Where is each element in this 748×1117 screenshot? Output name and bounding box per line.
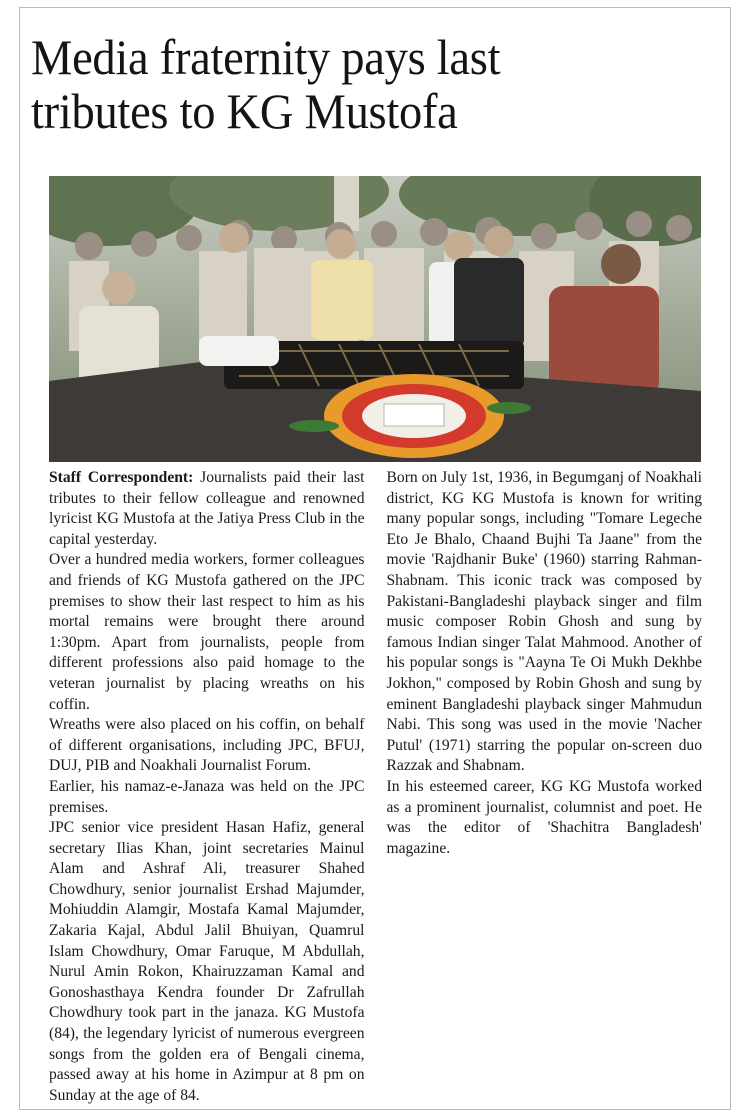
paragraph-1-text: Journalists paid their last tributes to their fellow colleague and renowned lyricist KG Mustofa at the Jatiya Press Club in the capital yesterday. (49, 469, 365, 548)
headline-line-2: tributes to KG Mustofa (31, 83, 458, 139)
article-paragraph-3: Wreaths were also placed on his coffin, on behalf of different organisations, including JPC, BFUJ, DUJ, PIB and Noakhali Journalist Forum. (49, 716, 365, 775)
news-photo (49, 176, 701, 462)
headline-line-1: Media fraternity pays last (31, 29, 501, 85)
article-body (49, 468, 702, 1108)
article-paragraph-2: Over a hundred media workers, former colleagues and friends of KG Mustofa gathered on the JPC premises to show their last respect to him as his mortal remains were brought there around 1:30pm. Apart from journalists, people from different professions also paid homage to the veteran journalist by placing wreaths on his coffin. (49, 551, 365, 713)
article-paragraph-7: In his esteemed career, KG KG Mustofa worked as a prominent journalist, columnist and poet. He was the editor of 'Shachitra Bangladesh' magazine. (386, 777, 702, 857)
article-paragraph-1 (49, 468, 365, 550)
article-paragraph-5: JPC senior vice president Hasan Hafiz, general secretary Ilias Khan, joint secretaries Mainul Alam and Ashraf Ali, treasurer Shahed Chowdhury, senior journalist Ershad Majumder, Mohiuddin Alamgir, Mostafa Kamal Majumder, Zakaria Kajal, Abdul Jalil Bhuiyan, Quamrul Islam Chowdhury, Omar Faruque, M Abdullah, Nurul Amin Rokon, Khairuzzaman Kamal and Gonoshasthaya Kendra founder Dr Zafrullah Chowdhury took part in the janaza. KG Mustofa (84), the legendary lyricist of numerous evergreen songs from the golden era of Bengali cinema, passed away at his home in Azimpur at 8 pm on Sunday at the age of 84. (49, 819, 365, 1104)
headline (31, 30, 663, 138)
byline: Staff Correspondent: (49, 469, 194, 486)
article-paragraph-6: Born on July 1st, 1936, in Begumganj of Noakhali district, KG KG Mustofa is known for writing many popular songs, including "Tomare Legeche Eto Je Bhalo, Chaand Bujhi Ta Jaane" from the movie 'Rajdhanir Buke' (1960) starring Rahman-Shabnam. This iconic track was composed by Pakistani-Bangladeshi playback singer and film music composer Robin Ghosh and sung by famous Indian singer Talat Mahmood. Another of his popular songs is "Aayna Te Oi Mukh Dekhbe Jokhon," composed by Robin Ghosh and sung by eminent Bangladeshi playback singer Mahmudun Nabi. This song was used in the movie 'Nacher Putul' (1971) starring the popular on-screen duo Razzak and Shabnam. (386, 469, 702, 775)
article-paragraph-4: Earlier, his namaz-e-Janaza was held on the JPC premises. (49, 777, 365, 816)
